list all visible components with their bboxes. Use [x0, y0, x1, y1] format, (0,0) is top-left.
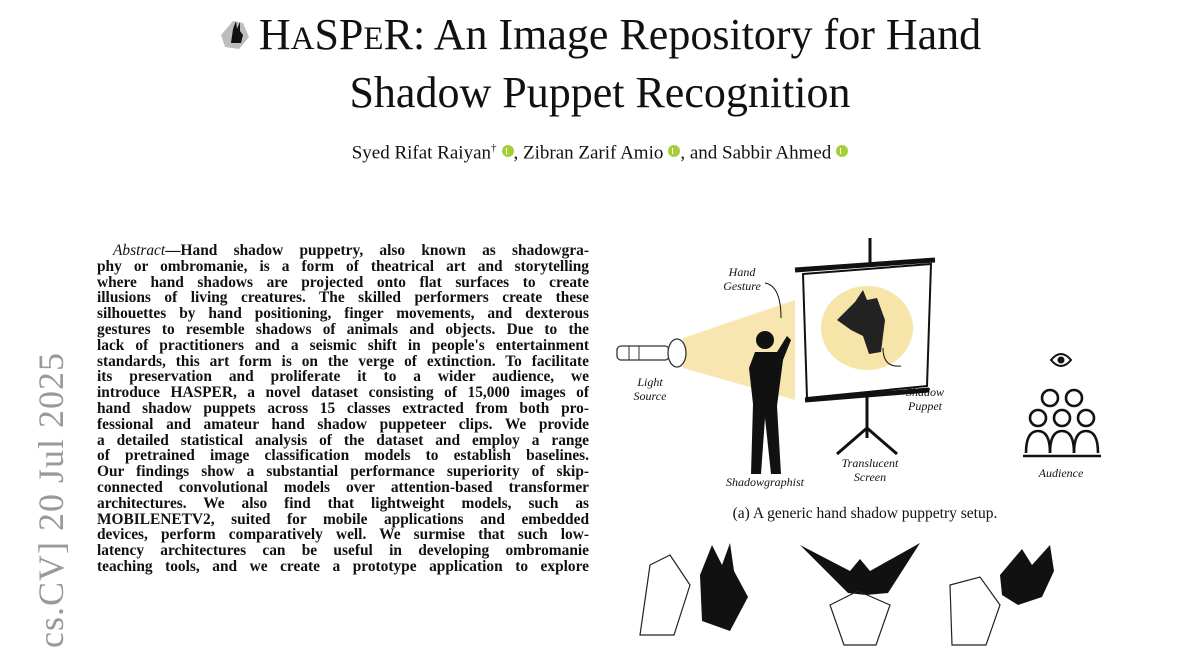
author-3: , and Sabbir Ahmed: [680, 142, 832, 164]
abstract: [97, 243, 589, 575]
abstract-line: teaching tools, and we create a prototype application to explore: [97, 557, 589, 575]
hand-shadow-thumbnails: [630, 535, 1100, 648]
author-1-mark: †: [491, 142, 497, 154]
orcid-icon[interactable]: [668, 145, 680, 157]
abstract-line: lack of practitioners and a seismic shift in people's entertainment: [97, 336, 589, 354]
abstract-label: Abstract: [113, 242, 166, 259]
rabbit-shadow-thumb: [640, 543, 748, 635]
abstract-line: gestures to resemble shadows of animals and objects. Due to the: [97, 320, 589, 338]
abstract-line: standards, this art form is on the verge of extinction. To facilitate: [97, 352, 589, 370]
abstract-line: of pretrained image classification models to establish baselines.: [97, 447, 589, 465]
abstract-line: Abstract—Hand shadow puppetry, also known as shadowgra-: [113, 242, 589, 259]
dog-shadow-thumb: [950, 545, 1054, 645]
abstract-line: a detailed statistical analysis of the dataset and employ a range: [97, 431, 589, 449]
label-screen: Translucent Screen: [841, 456, 899, 484]
shadowgraphist-silhouette: [749, 331, 791, 474]
abstract-line: MOBILENETV2, suited for mobile applications and embedded: [97, 510, 589, 528]
arxiv-stamp: cs.CV] 20 Jul 2025: [31, 352, 71, 648]
abstract-line: where hand shadows are projected onto flat surfaces to create: [97, 273, 589, 291]
abstract-line: hand shadow puppets across 15 classes extracted from both pro-: [97, 399, 589, 417]
figure-caption: (a) A generic hand shadow puppetry setup.: [732, 505, 998, 522]
orcid-icon[interactable]: [836, 145, 848, 157]
abstract-line: Our findings show a substantial performance superiority of skip-: [97, 463, 589, 481]
title-line-1: HASPER: An Image Repository for Hand: [0, 8, 1200, 66]
abstract-line: illusions of living creatures. The skilled performers create these: [97, 289, 589, 307]
label-audience: Audience: [1038, 466, 1084, 480]
abstract-line: fessional and amateur hand shadow puppeteer clips. We provide: [97, 415, 589, 433]
abstract-line: silhouettes by hand positioning, finger movements, and dexterous: [97, 305, 589, 323]
flashlight-icon: [617, 339, 686, 367]
abstract-line: connected convolutional models over attention-based transformer: [97, 478, 589, 496]
bird-shadow-thumb: [800, 543, 920, 645]
paper-title: [0, 8, 1200, 120]
author-1: Syed Rifat Raiyan: [351, 142, 491, 164]
author-2: , Zibran Zarif Amio: [513, 142, 664, 164]
label-shadowgraphist: Shadowgraphist: [725, 475, 805, 489]
orcid-icon[interactable]: [502, 145, 514, 157]
author-list: [0, 142, 1200, 164]
audience-icon: [1023, 390, 1101, 456]
abstract-line: introduce HASPER, a novel dataset consisting of 15,000 images of: [97, 384, 589, 402]
abstract-line: phy or ombromanie, is a form of theatrical art and storytelling: [97, 257, 589, 275]
label-hand-gesture: Hand Gesture: [723, 265, 761, 293]
abstract-line: architectures. We also find that lightweight models, such as: [97, 494, 589, 512]
abstract-line: latency architectures can be useful in developing ombromanie: [97, 542, 589, 560]
eye-icon: [1051, 354, 1071, 366]
abstract-line: its preservation and proliferate it to a wider audience, we: [97, 368, 589, 386]
label-light-source: Light Source: [633, 375, 667, 403]
rabbit-hand-shadow-icon: [219, 17, 253, 51]
title-line-2: Shadow Puppet Recognition: [349, 68, 851, 117]
label-shadow-puppet: Shadow Puppet: [905, 385, 945, 413]
puppetry-setup-figure: [605, 228, 1125, 508]
abstract-line: devices, perform comparatively well. We surmise that such low-: [97, 526, 589, 544]
